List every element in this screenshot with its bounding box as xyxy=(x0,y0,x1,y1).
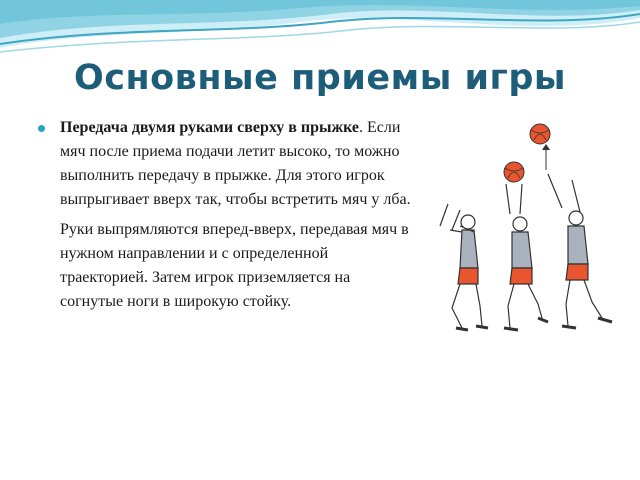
ball-top-icon xyxy=(530,124,550,144)
trajectory-arrow-icon xyxy=(542,144,550,170)
player-3-figure xyxy=(548,174,612,328)
paragraph-1 xyxy=(38,116,416,212)
player-2-figure xyxy=(504,184,548,330)
paragraph-1-bold: Передача двумя руками сверху в прыжке xyxy=(60,119,360,136)
bullet-icon xyxy=(38,125,45,132)
slide-body xyxy=(38,116,416,320)
ball-middle-icon xyxy=(504,162,524,182)
paragraph-1-text: . Если мяч после приема подачи летит высоко, то можно выполнить передачу в прыжке. Для этого игрок выпрыгивает вверх так, чтобы встретить мяч у лба. xyxy=(60,119,411,208)
player-1-figure xyxy=(440,204,488,330)
slide-title: Основные приемы игры xyxy=(73,58,567,98)
paragraph-2: Руки выпрямляются вперед-вверх, передавая мяч в нужном направлении и с определенной траекторией. Затем игрок приземляется на согнутые ноги в широкую стойку. xyxy=(60,221,409,310)
volleyball-players-illustration xyxy=(422,118,622,340)
